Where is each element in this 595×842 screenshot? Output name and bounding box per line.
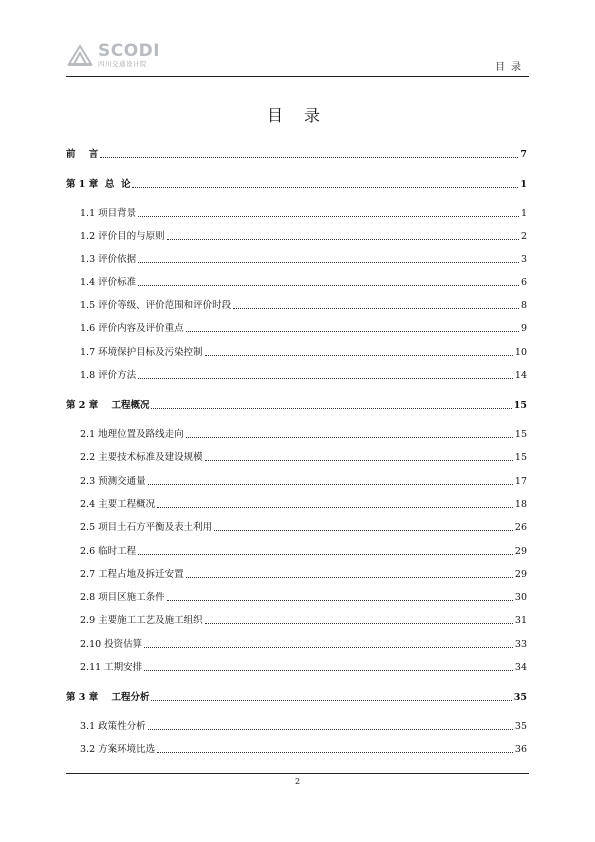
toc-entry-page: 1	[520, 208, 527, 219]
page-header	[66, 40, 529, 77]
toc-dot-leader	[138, 261, 519, 263]
toc-section-entry[interactable]	[66, 497, 527, 511]
company-logo	[66, 40, 176, 70]
toc-entry-label: 第 3 章 工程分析	[66, 692, 150, 703]
logo-subtitle: 四川交通设计院	[98, 59, 147, 68]
toc-entry-label: 2.6 临时工程	[80, 546, 137, 557]
toc-entry-label: 2.3 预测交通量	[80, 476, 146, 487]
toc-entry-page: 18	[514, 499, 527, 510]
toc-dot-leader	[100, 156, 518, 158]
logo-brand-text: SCODI	[98, 40, 161, 61]
toc-chapter-entry[interactable]	[66, 398, 527, 412]
toc-dot-leader	[151, 699, 511, 701]
toc-dot-leader	[138, 284, 519, 286]
toc-entry-label: 1.3 评价依据	[80, 254, 137, 265]
toc-section-entry[interactable]	[66, 229, 527, 243]
toc-dot-leader	[233, 307, 519, 309]
footer-rule	[66, 773, 529, 774]
toc-dot-leader	[167, 238, 519, 240]
toc-entry-page: 35	[514, 721, 527, 732]
toc-entry-page: 6	[520, 277, 527, 288]
toc-dot-leader	[186, 576, 513, 578]
toc-entry-label: 2.9 主要施工工艺及施工组织	[80, 615, 203, 626]
footer-page-number: 2	[294, 777, 301, 786]
toc-entry-label: 前 言	[66, 149, 99, 160]
toc-entry-label: 2.11 工期安排	[80, 662, 143, 673]
toc-dot-leader	[138, 553, 513, 555]
toc-section-entry[interactable]	[66, 252, 527, 266]
toc-entry-page: 15	[513, 400, 527, 411]
toc-entry-label: 2.10 投资估算	[80, 639, 143, 650]
toc-dot-leader	[138, 215, 519, 217]
toc-section-entry[interactable]	[66, 321, 527, 335]
toc-section-entry[interactable]	[66, 590, 527, 604]
toc-entry-page: 15	[514, 452, 527, 463]
toc-section-entry[interactable]	[66, 427, 527, 441]
toc-entry-label: 第 1 章 总 论	[66, 179, 131, 190]
toc-dot-leader	[151, 407, 511, 409]
toc-dot-leader	[157, 506, 513, 508]
toc-section-entry[interactable]	[66, 613, 527, 627]
toc-dot-leader	[186, 330, 519, 332]
toc-entry-label: 第 2 章 工程概况	[66, 400, 150, 411]
toc-dot-leader	[214, 529, 513, 531]
toc-section-entry[interactable]	[66, 368, 527, 382]
toc-entry-label: 1.8 评价方法	[80, 370, 137, 381]
toc-entry-label: 1.2 评价目的与原则	[80, 231, 165, 242]
toc-entry-label: 2.8 项目区施工条件	[80, 592, 165, 603]
toc-dot-leader	[138, 377, 513, 379]
toc-entry-page: 7	[520, 149, 527, 160]
logo-mark-icon	[66, 42, 94, 68]
toc-entry-page: 35	[513, 692, 527, 703]
toc-entry-page: 34	[514, 662, 527, 673]
toc-entry-label: 1.7 环境保护目标及污染控制	[80, 347, 203, 358]
toc-section-entry[interactable]	[66, 742, 527, 756]
toc-entry-label: 2.4 主要工程概况	[80, 499, 156, 510]
toc-dot-leader	[148, 728, 513, 730]
toc-dot-leader	[157, 751, 513, 753]
toc-dot-leader	[186, 436, 513, 438]
toc-title: 目 录	[266, 106, 329, 125]
toc-chapter-entry[interactable]	[66, 690, 527, 704]
toc-entry-label: 3.2 方案环境比选	[80, 744, 156, 755]
toc-entry-page: 29	[514, 569, 527, 580]
toc-entry-page: 26	[514, 522, 527, 533]
toc-entry-label: 2.2 主要技术标准及建设规模	[80, 452, 203, 463]
toc-section-entry[interactable]	[66, 520, 527, 534]
toc-section-entry[interactable]	[66, 450, 527, 464]
toc-dot-leader	[205, 459, 513, 461]
toc-entry-page: 3	[520, 254, 527, 265]
toc-dot-leader	[205, 622, 513, 624]
toc-entry-page: 15	[514, 429, 527, 440]
toc-entry-label: 2.5 项目土石方平衡及表土利用	[80, 522, 213, 533]
toc-dot-leader	[132, 186, 518, 188]
toc-entry-page: 31	[514, 615, 527, 626]
toc-entry-page: 10	[514, 347, 527, 358]
toc-entry-label: 1.4 评价标准	[80, 277, 137, 288]
toc-entry-page: 17	[514, 476, 527, 487]
header-section-label: 目录	[495, 62, 527, 73]
toc-chapter-entry[interactable]	[66, 147, 527, 161]
toc-chapter-entry[interactable]	[66, 177, 527, 191]
toc-section-entry[interactable]	[66, 544, 527, 558]
toc-dot-leader	[144, 646, 513, 648]
toc-entry-page: 2	[520, 231, 527, 242]
toc-entry-page: 29	[514, 546, 527, 557]
toc-entry-label: 3.1 政策性分析	[80, 721, 146, 732]
toc-entry-label: 2.7 工程占地及拆迁安置	[80, 569, 184, 580]
toc-entry-label: 1.5 评价等级、评价范围和评价时段	[80, 300, 232, 311]
toc-dot-leader	[167, 599, 513, 601]
toc-entry-label: 1.1 项目背景	[80, 208, 137, 219]
toc-entry-label: 2.1 地理位置及路线走向	[80, 429, 184, 440]
toc-section-entry[interactable]	[66, 474, 527, 488]
toc-entry-page: 1	[520, 179, 527, 190]
toc-entry-page: 30	[514, 592, 527, 603]
toc-entry-page: 9	[520, 323, 527, 334]
toc-entry-page: 36	[514, 744, 527, 755]
toc-section-entry[interactable]	[66, 567, 527, 581]
toc-section-entry[interactable]	[66, 345, 527, 359]
toc-section-entry[interactable]	[66, 719, 527, 733]
toc-section-entry[interactable]	[66, 298, 527, 312]
toc-entry-page: 33	[514, 639, 527, 650]
toc-entry-page: 14	[514, 370, 527, 381]
toc-dot-leader	[205, 354, 513, 356]
toc-section-entry[interactable]	[66, 206, 527, 220]
toc-section-entry[interactable]	[66, 275, 527, 289]
toc-entry-page: 8	[520, 300, 527, 311]
toc-section-entry[interactable]	[66, 637, 527, 651]
toc-entry-label: 1.6 评价内容及评价重点	[80, 323, 184, 334]
toc-dot-leader	[144, 669, 513, 671]
toc-dot-leader	[148, 483, 513, 485]
toc-section-entry[interactable]	[66, 660, 527, 674]
